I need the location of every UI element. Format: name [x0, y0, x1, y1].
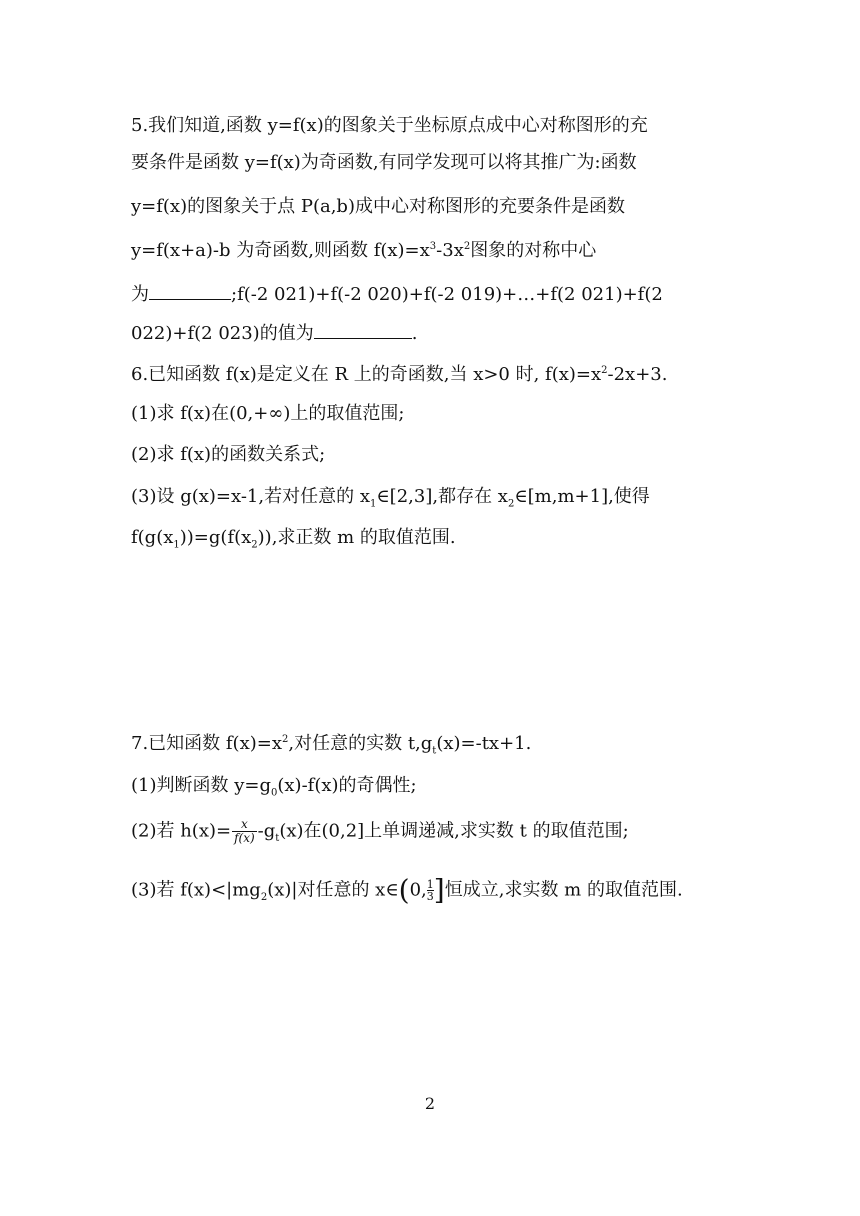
interval-start: 0, — [409, 879, 427, 901]
p6-text: ))=g(f(x — [179, 527, 252, 548]
p6-line-1 — [131, 364, 667, 386]
p5-line-6 — [131, 322, 417, 345]
p7-text: (x)在(0,2]上单调递减,求实数 t 的取值范围; — [279, 820, 629, 842]
p7-text: (3)若 f(x)<|mg — [131, 879, 261, 901]
p6-text: -2x+3. — [607, 364, 668, 385]
p7-text: (2)若 h(x)= — [131, 820, 232, 842]
p6-line-4 — [131, 486, 650, 508]
p7-text: (x)=-tx+1. — [436, 733, 532, 754]
fraction-denominator: 3 — [426, 890, 434, 903]
p5-text: 022)+f(2 023)的值为 — [131, 323, 314, 344]
answer-blank-1[interactable] — [149, 283, 231, 300]
p5-text: 要条件是函数 y=f(x)为奇函数,有同学发现可以将其推广为:函数 — [131, 152, 637, 173]
fraction-numerator: 1 — [426, 878, 434, 891]
superscript: 3 — [429, 241, 437, 252]
p5-text: -3x — [436, 240, 464, 261]
p5-line-3 — [131, 196, 625, 218]
fraction-denominator: f(x) — [234, 831, 255, 845]
p5-text: 图象的对称中心 — [470, 240, 597, 261]
subscript: t — [432, 745, 437, 757]
p7-text: (x)-f(x)的奇偶性; — [277, 775, 417, 796]
p5-line-1 — [131, 115, 648, 137]
p7-text: 7.已知函数 f(x)=x — [131, 733, 282, 754]
p6-text: f(g(x — [131, 527, 174, 548]
subscript: 1 — [369, 498, 377, 510]
p7-text: -g — [257, 820, 276, 842]
p5-text: 为 — [131, 284, 149, 305]
p7-line-3 — [131, 818, 629, 845]
fraction — [232, 818, 257, 845]
p6-text: (3)设 g(x)=x-1,若对任意的 x — [131, 486, 370, 507]
superscript: 2 — [601, 365, 608, 376]
p6-line-3 — [131, 444, 325, 466]
p6-text: (2)求 f(x)的函数关系式; — [131, 444, 326, 465]
p7-text: ,对任意的实数 t,g — [288, 733, 433, 754]
subscript: 2 — [260, 892, 268, 904]
p5-line-4 — [131, 240, 596, 262]
p5-text: . — [411, 323, 418, 344]
interval-fraction — [427, 879, 434, 902]
p6-line-2 — [131, 403, 404, 425]
p5-text: ;f(-2 021)+f(-2 020)+f(-2 019)+…+f(2 021)+f(2 — [231, 284, 663, 305]
p6-text: (1)求 f(x)在(0,+∞)上的取值范围; — [131, 403, 405, 424]
subscript: 2 — [507, 498, 515, 510]
p5-line-2 — [131, 152, 637, 174]
p6-line-5 — [131, 527, 456, 549]
interval-left-bracket: ( — [398, 873, 410, 907]
p6-text: ∈[2,3],都存在 x — [376, 486, 508, 507]
p6-text: 6.已知函数 f(x)是定义在 R 上的奇函数,当 x>0 时, f(x)=x — [131, 364, 602, 385]
subscript: 0 — [271, 787, 278, 799]
p5-text: 5.我们知道,函数 y=f(x)的图象关于坐标原点成中心对称图形的充 — [131, 115, 648, 136]
interval-right-bracket: ] — [433, 873, 445, 907]
fraction-numerator: x — [232, 818, 257, 832]
p7-line-2 — [131, 775, 417, 797]
page-number: 2 — [424, 1094, 436, 1113]
p5-line-5 — [131, 283, 663, 306]
p7-line-1 — [131, 733, 531, 755]
p7-text: 恒成立,求实数 m 的取值范围. — [444, 879, 683, 901]
p7-line-4 — [131, 873, 683, 907]
p6-text: )),求正数 m 的取值范围. — [257, 527, 456, 548]
p5-text: y=f(x+a)-b 为奇函数,则函数 f(x)=x — [131, 240, 430, 261]
p6-text: ∈[m,m+1],使得 — [514, 486, 650, 507]
subscript: t — [275, 833, 280, 845]
superscript: 2 — [463, 241, 471, 252]
answer-blank-2[interactable] — [314, 322, 412, 339]
subscript: 1 — [173, 539, 180, 551]
superscript: 2 — [282, 734, 289, 745]
p5-text: y=f(x)的图象关于点 P(a,b)成中心对称图形的充要条件是函数 — [131, 196, 625, 217]
subscript: 2 — [251, 539, 258, 551]
p7-text: (1)判断函数 y=g — [131, 775, 271, 796]
p7-text: (x)|对任意的 x∈ — [267, 879, 399, 901]
